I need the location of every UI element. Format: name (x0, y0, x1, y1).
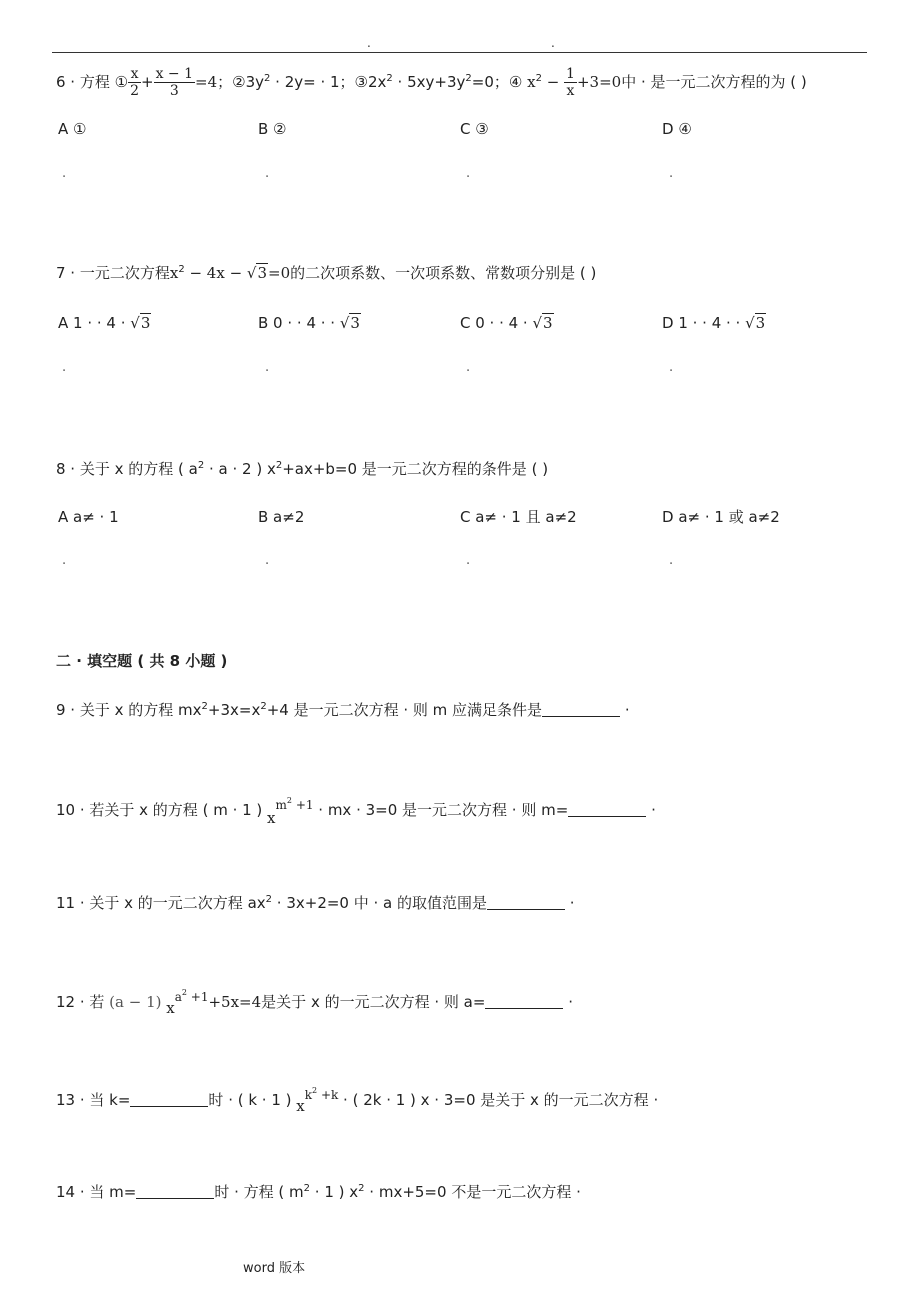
question-13 (56, 1084, 658, 1117)
option-dot: . (265, 360, 270, 375)
equation-part: ②3y (232, 73, 265, 91)
answer-blank[interactable] (136, 1184, 214, 1199)
superscript: 2 (264, 73, 271, 84)
superscript: 2 (535, 73, 542, 84)
question-9 (56, 699, 630, 721)
q11-end: · (565, 894, 575, 912)
q12-end: · (563, 993, 573, 1011)
option-d[interactable]: D a≠ · 1 或 a≠2 (662, 508, 780, 526)
variable: x (296, 1097, 305, 1115)
q12-prefix: 12 · 若 (56, 993, 110, 1011)
sqrt-symbol: √3 (246, 264, 268, 282)
q12-tail: 是关于 x 的一元二次方程 · 则 a= (261, 993, 486, 1011)
q14-mid: 时 · 方程 ( m (214, 1183, 304, 1201)
equation-part: =4； (195, 73, 233, 91)
superscript: 2 (265, 894, 273, 905)
equation-part: · 2y= · 1；③2x (270, 73, 387, 91)
superscript: 2 (260, 701, 267, 712)
q9-prefix: 9 · 关于 x 的方程 mx (56, 701, 202, 719)
option-dot: . (669, 166, 674, 181)
variable: x (166, 999, 175, 1017)
question-12 (56, 986, 573, 1019)
exponent: m2 +1 (275, 796, 314, 812)
q7-prefix: 7 · 一元二次方程 (56, 264, 170, 282)
equation-part: · a · 2 ) x (204, 460, 276, 478)
q13-tail: · ( 2k · 1 ) x · 3=0 是关于 x 的一元二次方程 · (338, 1091, 659, 1109)
equation-part: =0 (268, 264, 291, 282)
answer-blank[interactable] (485, 994, 563, 1009)
exponent: k2 +k (304, 1086, 339, 1102)
equation-part: (a − 1) (109, 993, 162, 1011)
option-dot: . (62, 166, 67, 181)
q14-tail: · mx+5=0 不是一元二次方程 · (364, 1183, 581, 1201)
superscript: 2 (197, 460, 205, 471)
sqrt-symbol: √3 (532, 314, 553, 332)
variable: x (169, 264, 179, 282)
option-b[interactable]: B 0 · · 4 · · √3 (258, 314, 360, 332)
answer-blank[interactable] (568, 802, 646, 817)
q10-tail: · mx · 3=0 是一元二次方程 · 则 m= (313, 801, 569, 819)
option-a[interactable]: A 1 · · 4 · √3 (58, 314, 151, 332)
equation-part: +5x=4 (208, 993, 262, 1011)
question-14 (56, 1181, 581, 1203)
question-8 (56, 458, 548, 480)
option-dot: . (62, 553, 67, 568)
equation-part: · 5xy+3y (392, 73, 466, 91)
fraction: $\frac{x}{2}$ (130, 66, 139, 99)
superscript: 2 (386, 73, 393, 84)
question-7 (56, 262, 596, 284)
sqrt-symbol: √3 (130, 314, 151, 332)
header-dot: . (367, 36, 371, 50)
footer-label: word 版本 (243, 1261, 306, 1276)
q10-end: · (646, 801, 656, 819)
exponent: a2 +1 (174, 988, 209, 1004)
q10-prefix: 10 · 若关于 x 的方程 ( m · 1 ) (56, 801, 268, 819)
option-dot: . (466, 553, 471, 568)
q11-tail: · 3x+2=0 中 · a 的取值范围是 (272, 894, 488, 912)
superscript: 2 (201, 701, 208, 712)
q7-tail: 的二次项系数、一次项系数、常数项分别是 ( ) (290, 264, 597, 282)
minus-sign: − (541, 73, 565, 91)
equation-part: − 4x − (184, 264, 247, 282)
option-dot: . (265, 553, 270, 568)
q13-prefix: 13 · 当 k= (56, 1091, 131, 1109)
question-10 (56, 794, 656, 829)
q14-mid2: · 1 ) x (310, 1183, 359, 1201)
option-a[interactable]: A a≠ · 1 (58, 508, 119, 526)
superscript: 2 (303, 1183, 311, 1194)
answer-blank[interactable] (542, 702, 620, 717)
fraction: $\frac{x - 1}{3}$ (155, 66, 194, 99)
answer-blank[interactable] (487, 895, 565, 910)
header-rule (52, 52, 867, 53)
q8-tail: +ax+b=0 是一元二次方程的条件是 ( ) (282, 460, 549, 478)
q6-tail: 中 · 是一元二次方程的为 ( ) (621, 73, 807, 91)
option-a[interactable]: A ① (58, 120, 87, 138)
fraction: $\frac{1}{x}$ (566, 66, 575, 99)
option-dot: . (62, 360, 67, 375)
sqrt-symbol: √3 (745, 314, 766, 332)
q11-prefix: 11 · 关于 x 的一元二次方程 ax (56, 894, 266, 912)
plus-sign: + (141, 73, 154, 91)
section-title: 二 · 填空题 ( 共 8 小题 ) (56, 652, 228, 670)
superscript: 2 (358, 1183, 365, 1194)
variable: x (267, 809, 276, 827)
option-b[interactable]: B a≠2 (258, 508, 305, 526)
option-dot: . (669, 360, 674, 375)
answer-blank[interactable] (130, 1092, 208, 1107)
option-d[interactable]: D 1 · · 4 · · √3 (662, 314, 766, 332)
variable: x (527, 73, 536, 91)
option-dot: . (265, 166, 270, 181)
superscript: 2 (275, 460, 283, 471)
option-dot: . (669, 553, 674, 568)
superscript: 2 (465, 73, 472, 84)
question-6 (56, 66, 807, 99)
question-11 (56, 892, 575, 914)
sqrt-symbol: √3 (339, 314, 360, 332)
q9-end: · (620, 701, 630, 719)
q6-prefix: 6 · 方程 ① (56, 73, 129, 91)
equation-part: +3=0 (576, 73, 622, 91)
header-dot: . (551, 36, 555, 50)
equation-part: =0；④ (471, 73, 523, 91)
option-c[interactable]: C a≠ · 1 且 a≠2 (460, 508, 577, 526)
q8-prefix: 8 · 关于 x 的方程 ( a (56, 460, 198, 478)
q14-prefix: 14 · 当 m= (56, 1183, 137, 1201)
option-c[interactable]: C 0 · · 4 · √3 (460, 314, 553, 332)
option-dot: . (466, 360, 471, 375)
option-c[interactable]: C ③ (460, 120, 489, 138)
superscript: 2 (178, 264, 185, 275)
q9-tail: +4 是一元二次方程 · 则 m 应满足条件是 (266, 701, 543, 719)
option-b[interactable]: B ② (258, 120, 287, 138)
q13-mid: 时 · ( k · 1 ) (208, 1091, 297, 1109)
equation-part: +3x=x (207, 701, 261, 719)
option-d[interactable]: D ④ (662, 120, 692, 138)
option-dot: . (466, 166, 471, 181)
